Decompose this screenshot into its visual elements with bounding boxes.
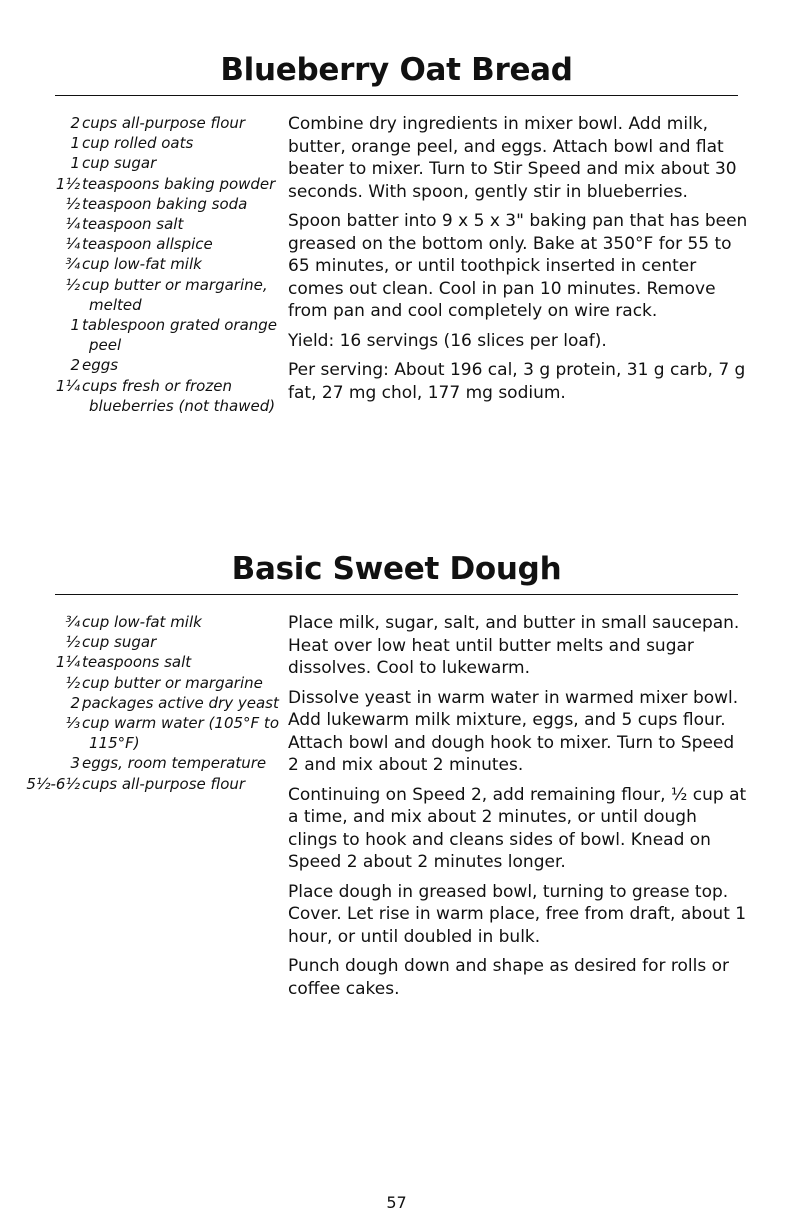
ingredient-qty: 2: [70, 693, 80, 712]
recipe-title: Basic Sweet Dough: [231, 551, 562, 587]
ingredient: [0, 774, 280, 794]
ingredient-qty: 1: [70, 134, 80, 153]
ingredient-item: teaspoon salt: [82, 215, 184, 234]
direction-paragraph: Dissolve yeast in warm water in warmed mixer bowl. Add lukewarm milk mixture, eggs, and 5 cups flour. Attach bowl and dough hook to mixer. Turn to Speed 2 and mix about 2 minutes.: [288, 687, 739, 775]
ingredient: [0, 254, 280, 274]
ingredient-qty: 1: [70, 154, 80, 173]
ingredient: [0, 355, 280, 375]
ingredient-qty: ¾: [65, 255, 80, 274]
direction-paragraph: Place dough in greased bowl, turning to grease top. Cover. Let rise in warm place, free from draft, about 1 hour, or until doubled in bulk.: [288, 881, 747, 947]
directions: [288, 612, 750, 1007]
ingredient-qty: ½: [65, 673, 80, 692]
ingredient-item: cup low-fat milk: [82, 613, 202, 631]
ingredient: [0, 376, 280, 416]
ingredient-item: cup sugar: [82, 633, 157, 652]
title-rule: [55, 95, 738, 96]
ingredient-qty: ½: [65, 633, 80, 652]
ingredient: [0, 174, 280, 194]
ingredient: [0, 275, 280, 315]
direction-paragraph: Place milk, sugar, salt, and butter in small saucepan. Heat over low heat until butter melts and sugar dissolves. Cool to lukewarm.: [288, 613, 740, 678]
directions: [288, 113, 750, 411]
ingredient-item: eggs: [82, 356, 119, 375]
ingredient-item: cup butter or margarine: [82, 673, 263, 692]
ingredient-qty: ¾: [65, 613, 80, 631]
direction-paragraph: Combine dry ingredients in mixer bowl. Add milk, butter, orange peel, and eggs. Attach bowl and flat beater to mixer. Turn to Stir Speed and mix about 30 seconds. With spoon, gently stir in blueberries.: [288, 114, 737, 202]
ingredient-qty: 3: [70, 754, 80, 773]
direction-paragraph: Spoon batter into 9 x 5 x 3" baking pan that has been greased on the bottom only. Bake at 350°F for 55 to 65 minutes, or until toothpick inserted in center comes out clean. Cool in pan 10 minutes. Remove from pan and cool completely on wire rack.: [288, 211, 748, 321]
ingredient-list: [0, 612, 280, 794]
ingredient: [0, 153, 280, 173]
ingredient-qty: 2: [70, 114, 80, 132]
ingredient-qty: ¼: [65, 215, 80, 234]
ingredient: [0, 194, 280, 214]
ingredient-item: cups all-purpose flour: [82, 774, 246, 793]
ingredient-item: cup rolled oats: [82, 134, 194, 153]
ingredient-list: [0, 113, 280, 416]
ingredient-qty: 1½: [55, 174, 80, 193]
ingredient: [0, 713, 280, 753]
page-number: 57: [386, 1193, 407, 1212]
ingredient-qty: 1: [70, 316, 80, 335]
ingredient-qty: 1¼: [55, 376, 80, 395]
ingredient-item: eggs, room temperature: [82, 754, 267, 773]
ingredient: [0, 133, 280, 153]
ingredient-qty: ½: [65, 194, 80, 213]
direction-paragraph: Continuing on Speed 2, add remaining flour, ½ cup at a time, and mix about 2 minutes, or until dough clings to hook and cleans sides of bowl. Knead on Speed 2 about 2 minutes longer.: [288, 784, 747, 872]
direction-paragraph: Punch dough down and shape as desired for rolls or coffee cakes.: [288, 956, 729, 999]
ingredient-item: cup butter or margarine, melted: [82, 275, 268, 314]
ingredient-qty: ½: [65, 275, 80, 294]
ingredient-item: teaspoons salt: [82, 653, 192, 672]
ingredient: [0, 113, 280, 133]
ingredient: [0, 234, 280, 254]
ingredient-item: cup low-fat milk: [82, 255, 202, 274]
ingredient-item: cups fresh or frozen blueberries (not thawed): [82, 376, 276, 415]
ingredient: [0, 632, 280, 652]
ingredient-item: cup warm water (105°F to 115°F): [82, 714, 279, 753]
nutrition-text: Per serving: About 196 cal, 3 g protein, 31 g carb, 7 g fat, 27 mg chol, 177 mg sodium.: [288, 360, 746, 403]
yield-text: Yield: 16 servings (16 slices per loaf).: [288, 330, 607, 351]
ingredient-qty: ¼: [65, 235, 80, 254]
ingredient-item: teaspoon baking soda: [82, 194, 248, 213]
ingredient: [0, 673, 280, 693]
ingredient-item: tablespoon grated orange peel: [82, 316, 278, 355]
ingredient: [0, 652, 280, 672]
ingredient-item: teaspoons baking powder: [82, 174, 276, 193]
ingredient-item: teaspoon allspice: [82, 235, 213, 254]
ingredient-item: cup sugar: [82, 154, 157, 173]
ingredient: [0, 214, 280, 234]
ingredient-qty: 2: [70, 356, 80, 375]
ingredient-item: cups all-purpose flour: [82, 114, 246, 132]
ingredient: [0, 693, 280, 713]
ingredient: [0, 753, 280, 773]
ingredient: [0, 612, 280, 632]
ingredient: [0, 315, 280, 355]
recipe-title: Blueberry Oat Bread: [220, 52, 573, 88]
ingredient-item: packages active dry yeast: [82, 693, 279, 712]
title-rule: [55, 594, 738, 595]
ingredient-qty: 5½-6½: [26, 774, 80, 793]
ingredient-qty: 1¼: [55, 653, 80, 672]
ingredient-qty: ⅓: [65, 714, 80, 733]
